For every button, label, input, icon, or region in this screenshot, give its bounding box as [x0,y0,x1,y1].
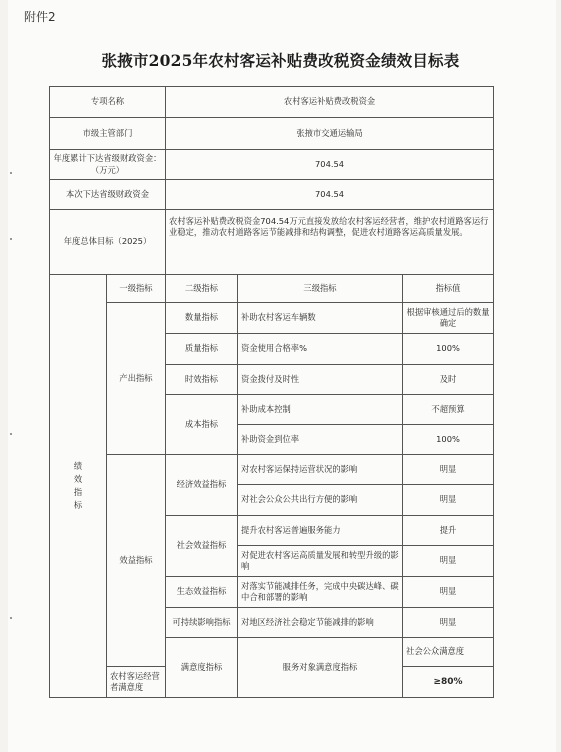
project-name-value: 农村客运补贴费改税资金 [166,87,494,118]
ecological-benefit-label: 生态效益指标 [166,577,238,608]
project-name-label: 专项名称 [50,87,166,118]
header-level1: 一级指标 [107,275,166,303]
info-row-annual-funds [50,150,494,180]
satisfaction-indicator-label: 满意度指标 [166,638,238,698]
indicator-row [50,303,494,334]
benefit-indicator-label: 效益指标 [107,455,166,667]
annual-funds-label: 年度累计下达省级财政资金：（万元） [50,150,166,180]
service-satisfaction-label: 服务对象满意度指标 [238,638,403,698]
indicator-value: 明显 [403,485,494,516]
annual-goal-text: 农村客运补贴费改税资金704.54万元直接发放给农村客运经营者，维护农村道路客运行业稳定，推动农村道路客运节能减排和结构调整，促进农村道路客运高质量发展。 [166,210,494,275]
indicator-name: 提升农村客运普遍服务能力 [238,516,403,546]
indicator-name: 补助资金到位率 [238,425,403,455]
indicator-value: 提升 [403,516,494,546]
indicator-name: 对落实节能减排任务，完成中央碳达峰、碳中合和部署的影响 [238,577,403,608]
indicator-row [50,455,494,485]
document-title: 张掖市2025年农村客运补贴费改税资金绩效目标表 [101,51,460,70]
indicator-name: 农村客运经营者满意度 [107,667,166,698]
output-indicator-label: 产出指标 [107,303,166,455]
indicator-value: 明显 [403,577,494,608]
indicator-name: 对社会公众公共出行方便的影响 [238,485,403,516]
indicator-name: 补助农村客运车辆数 [238,303,403,334]
info-row-current-funds [50,180,494,210]
indicator-value: ≥80% [403,667,494,698]
info-row-department [50,118,494,150]
info-row-annual-goal [50,210,494,275]
indicator-name: 对农村客运保持运营状况的影响 [238,455,403,485]
header-level3: 三级指标 [238,275,403,303]
indicator-name: 对促进农村客运高质量发展和转型升级的影响 [238,546,403,577]
indicator-value: 不超预算 [403,395,494,425]
header-level2: 二级指标 [166,275,238,303]
indicator-name: 资金拨付及时性 [238,365,403,395]
indicator-name: 对地区经济社会稳定节能减排的影响 [238,608,403,638]
indicator-value: 明显 [403,455,494,485]
indicator-value: 100% [403,425,494,455]
economic-benefit-label: 经济效益指标 [166,455,238,516]
cost-indicator-label: 成本指标 [166,395,238,455]
social-benefit-label: 社会效益指标 [166,516,238,577]
info-row-project-name [50,87,494,118]
indicator-section-label: 绩 效 指 标 [50,275,107,698]
scan-mark [10,433,12,435]
indicator-name: 补助成本控制 [238,395,403,425]
timeliness-indicator-label: 时效指标 [166,365,238,395]
sustainable-impact-label: 可持续影响指标 [166,608,238,638]
indicator-name: 社会公众满意度 [403,638,494,667]
indicator-name: 资金使用合格率% [238,334,403,365]
annual-funds-value: 704.54 [166,150,494,180]
department-label: 市级主管部门 [50,118,166,150]
attachment-label: 附件2 [24,10,56,24]
indicator-value: 100% [403,334,494,365]
indicator-value: 及时 [403,365,494,395]
scan-mark [10,172,12,174]
header-value: 指标值 [403,275,494,303]
indicator-value: 明显 [403,546,494,577]
indicator-value: 根据审核通过后的数量确定 [403,303,494,334]
performance-target-table [49,86,494,698]
quality-indicator-label: 质量指标 [166,334,238,365]
scan-mark [10,617,12,619]
indicator-header-row [50,275,494,303]
quantity-indicator-label: 数量指标 [166,303,238,334]
annual-goal-label: 年度总体目标（2025） [50,210,166,275]
department-value: 张掖市交通运输局 [166,118,494,150]
current-funds-value: 704.54 [166,180,494,210]
scan-mark [10,238,12,240]
indicator-value: 明显 [403,608,494,638]
current-funds-label: 本次下达省级财政资金 [50,180,166,210]
